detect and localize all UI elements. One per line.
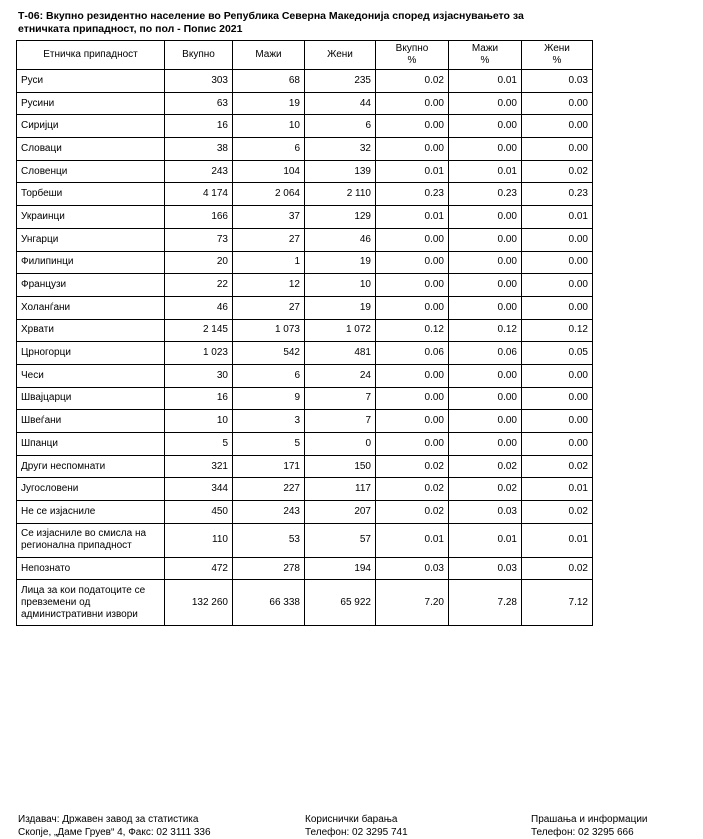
cell-total-pct: 0.02 [376,501,449,524]
cell-male: 542 [233,342,305,365]
cell-male-pct: 0.12 [449,319,522,342]
cell-ethnic: Филипинци [17,251,165,274]
cell-ethnic: Други неспомнати [17,455,165,478]
cell-male: 2 064 [233,183,305,206]
header-total-pct-label: Вкупно [395,43,429,54]
cell-female-pct: 0.00 [522,410,593,433]
header-total-pct [376,41,449,70]
cell-male: 243 [233,501,305,524]
cell-male: 53 [233,523,305,557]
cell-total: 344 [165,478,233,501]
cell-ethnic: Југословени [17,478,165,501]
cell-female-pct: 7.12 [522,580,593,626]
table-row [17,410,593,433]
table-row [17,228,593,251]
cell-male: 104 [233,160,305,183]
cell-male: 68 [233,70,305,93]
cell-ethnic: Французи [17,274,165,297]
cell-male: 171 [233,455,305,478]
cell-ethnic: Шпанци [17,433,165,456]
cell-male-pct: 0.02 [449,478,522,501]
cell-male: 9 [233,387,305,410]
header-male-pct-label: Мажи [471,43,499,54]
cell-total: 2 145 [165,319,233,342]
table-row [17,387,593,410]
cell-total-pct: 0.06 [376,342,449,365]
table-row [17,364,593,387]
footer-publisher [18,813,211,839]
header-female-pct [522,41,593,70]
cell-total-pct: 0.02 [376,70,449,93]
table-row [17,319,593,342]
table-row [17,342,593,365]
cell-total: 166 [165,206,233,229]
cell-total: 472 [165,557,233,580]
cell-total-pct: 0.02 [376,478,449,501]
table-row [17,70,593,93]
cell-total-pct: 0.00 [376,138,449,161]
cell-male: 227 [233,478,305,501]
cell-ethnic: Хрвати [17,319,165,342]
cell-total: 16 [165,387,233,410]
cell-total: 63 [165,92,233,115]
cell-total: 5 [165,433,233,456]
cell-female-pct: 0.01 [522,523,593,557]
table-row [17,523,593,557]
cell-total: 450 [165,501,233,524]
cell-female: 129 [305,206,376,229]
header-female-pct-label: Жени [544,43,570,54]
cell-total: 132 260 [165,580,233,626]
cell-ethnic: Непознато [17,557,165,580]
cell-ethnic: Торбеши [17,183,165,206]
cell-ethnic: Руси [17,70,165,93]
cell-total-pct: 0.01 [376,206,449,229]
cell-total: 321 [165,455,233,478]
table-row [17,478,593,501]
table-title: Т-06: Вкупно резидентно население во Република Северна Македонија според изјаснувањето за етничката припадност, по пол - Попис 2021 [18,10,524,35]
cell-total: 1 023 [165,342,233,365]
cell-ethnic: Црногорци [17,342,165,365]
cell-female-pct: 0.12 [522,319,593,342]
cell-male-pct: 0.06 [449,342,522,365]
cell-female: 65 922 [305,580,376,626]
cell-total-pct: 0.01 [376,160,449,183]
cell-total-pct: 0.12 [376,319,449,342]
cell-female-pct: 0.00 [522,296,593,319]
cell-male-pct: 0.00 [449,387,522,410]
cell-male-pct: 0.00 [449,410,522,433]
cell-female-pct: 0.02 [522,160,593,183]
table-row [17,160,593,183]
cell-female-pct: 0.03 [522,70,593,93]
cell-female: 0 [305,433,376,456]
table-row [17,557,593,580]
cell-female: 117 [305,478,376,501]
cell-female-pct: 0.23 [522,183,593,206]
cell-male: 278 [233,557,305,580]
cell-female-pct: 0.01 [522,478,593,501]
cell-ethnic: Унгарци [17,228,165,251]
cell-female: 19 [305,296,376,319]
cell-total-pct: 0.00 [376,92,449,115]
cell-male-pct: 0.00 [449,296,522,319]
table-body [17,70,593,626]
cell-female: 10 [305,274,376,297]
cell-female-pct: 0.00 [522,433,593,456]
cell-ethnic: Швајцарци [17,387,165,410]
cell-ethnic: Чеси [17,364,165,387]
cell-total: 4 174 [165,183,233,206]
footer-requests [305,813,408,839]
cell-total: 22 [165,274,233,297]
cell-total: 30 [165,364,233,387]
cell-total-pct: 0.00 [376,364,449,387]
cell-female-pct: 0.02 [522,455,593,478]
cell-male-pct: 0.01 [449,523,522,557]
cell-female: 7 [305,410,376,433]
cell-ethnic: Словенци [17,160,165,183]
cell-female: 139 [305,160,376,183]
cell-ethnic: Холанѓани [17,296,165,319]
cell-female: 24 [305,364,376,387]
cell-male-pct: 0.01 [449,160,522,183]
table-row [17,183,593,206]
table-row [17,115,593,138]
cell-female: 2 110 [305,183,376,206]
cell-male: 6 [233,364,305,387]
cell-male-pct: 0.01 [449,70,522,93]
cell-female: 481 [305,342,376,365]
table-row [17,296,593,319]
cell-total-pct: 0.02 [376,455,449,478]
cell-female-pct: 0.02 [522,501,593,524]
table-row [17,501,593,524]
cell-male-pct: 0.00 [449,138,522,161]
cell-total: 16 [165,115,233,138]
cell-male: 66 338 [233,580,305,626]
header-female: Жени [305,41,376,70]
cell-total-pct: 0.00 [376,274,449,297]
cell-female: 46 [305,228,376,251]
table-row [17,251,593,274]
header-pct-sign: % [480,55,490,66]
cell-total: 73 [165,228,233,251]
cell-total-pct: 0.01 [376,523,449,557]
header-male-pct [449,41,522,70]
cell-male: 27 [233,228,305,251]
cell-female: 1 072 [305,319,376,342]
header-ethnic: Етничка припадност [17,41,165,70]
cell-female: 19 [305,251,376,274]
cell-ethnic: Се изјасниле во смисла на регионална припадност [17,523,165,557]
cell-male-pct: 0.00 [449,115,522,138]
footer-requests-line2: Телефон: 02 3295 741 [305,827,408,838]
cell-total: 303 [165,70,233,93]
cell-total-pct: 0.00 [376,115,449,138]
cell-total-pct: 0.23 [376,183,449,206]
cell-male-pct: 0.00 [449,206,522,229]
cell-male: 6 [233,138,305,161]
cell-total-pct: 0.00 [376,433,449,456]
cell-male-pct: 0.00 [449,228,522,251]
cell-male: 10 [233,115,305,138]
cell-female-pct: 0.00 [522,138,593,161]
cell-male: 5 [233,433,305,456]
cell-female-pct: 0.00 [522,274,593,297]
footer-info [531,813,648,839]
cell-ethnic: Не се изјасниле [17,501,165,524]
cell-male-pct: 7.28 [449,580,522,626]
footer-requests-line1: Кориснички барања [305,814,398,825]
cell-total-pct: 0.03 [376,557,449,580]
cell-ethnic: Сиријци [17,115,165,138]
cell-female-pct: 0.00 [522,251,593,274]
cell-total-pct: 0.00 [376,251,449,274]
cell-total: 110 [165,523,233,557]
cell-female: 7 [305,387,376,410]
population-table [16,40,593,626]
table-header-row [17,41,593,70]
cell-ethnic: Лица за кои податоците се превземени од административни извори [17,580,165,626]
cell-total-pct: 0.00 [376,228,449,251]
cell-female: 150 [305,455,376,478]
cell-total: 38 [165,138,233,161]
footer-publisher-line2: Скопје, „Даме Груев“ 4, Факс: 02 3111 336 [18,827,211,838]
cell-ethnic: Русини [17,92,165,115]
cell-female-pct: 0.00 [522,115,593,138]
cell-male: 3 [233,410,305,433]
cell-female: 194 [305,557,376,580]
cell-female: 44 [305,92,376,115]
cell-total-pct: 7.20 [376,580,449,626]
cell-male-pct: 0.03 [449,557,522,580]
table-row [17,138,593,161]
table-row [17,433,593,456]
cell-female: 6 [305,115,376,138]
cell-male: 1 [233,251,305,274]
cell-female-pct: 0.00 [522,92,593,115]
cell-total: 46 [165,296,233,319]
cell-total-pct: 0.00 [376,387,449,410]
cell-total: 243 [165,160,233,183]
footer-info-line1: Прашања и информации [531,814,648,825]
cell-male-pct: 0.00 [449,433,522,456]
cell-female-pct: 0.00 [522,228,593,251]
cell-male-pct: 0.00 [449,274,522,297]
cell-total-pct: 0.00 [376,296,449,319]
cell-male: 19 [233,92,305,115]
header-pct-sign: % [407,55,417,66]
cell-male-pct: 0.03 [449,501,522,524]
cell-female-pct: 0.00 [522,364,593,387]
cell-ethnic: Швеѓани [17,410,165,433]
cell-total-pct: 0.00 [376,410,449,433]
cell-female: 235 [305,70,376,93]
cell-ethnic: Украинци [17,206,165,229]
table-row [17,580,593,626]
header-pct-sign: % [552,55,562,66]
cell-female-pct: 0.00 [522,387,593,410]
header-male: Мажи [233,41,305,70]
table-row [17,92,593,115]
table-row [17,206,593,229]
cell-female-pct: 0.01 [522,206,593,229]
table-row [17,274,593,297]
cell-male: 27 [233,296,305,319]
cell-male-pct: 0.00 [449,251,522,274]
cell-total: 20 [165,251,233,274]
cell-male: 37 [233,206,305,229]
cell-female: 57 [305,523,376,557]
header-total: Вкупно [165,41,233,70]
cell-male: 1 073 [233,319,305,342]
cell-male-pct: 0.00 [449,364,522,387]
cell-male-pct: 0.02 [449,455,522,478]
cell-male: 12 [233,274,305,297]
cell-female-pct: 0.02 [522,557,593,580]
cell-female-pct: 0.05 [522,342,593,365]
cell-male-pct: 0.23 [449,183,522,206]
footer-info-line2: Телефон: 02 3295 666 [531,827,634,838]
table-row [17,455,593,478]
cell-female: 32 [305,138,376,161]
cell-ethnic: Словаци [17,138,165,161]
cell-total: 10 [165,410,233,433]
footer-publisher-line1: Издавач: Државен завод за статистика [18,814,199,825]
cell-male-pct: 0.00 [449,92,522,115]
cell-female: 207 [305,501,376,524]
